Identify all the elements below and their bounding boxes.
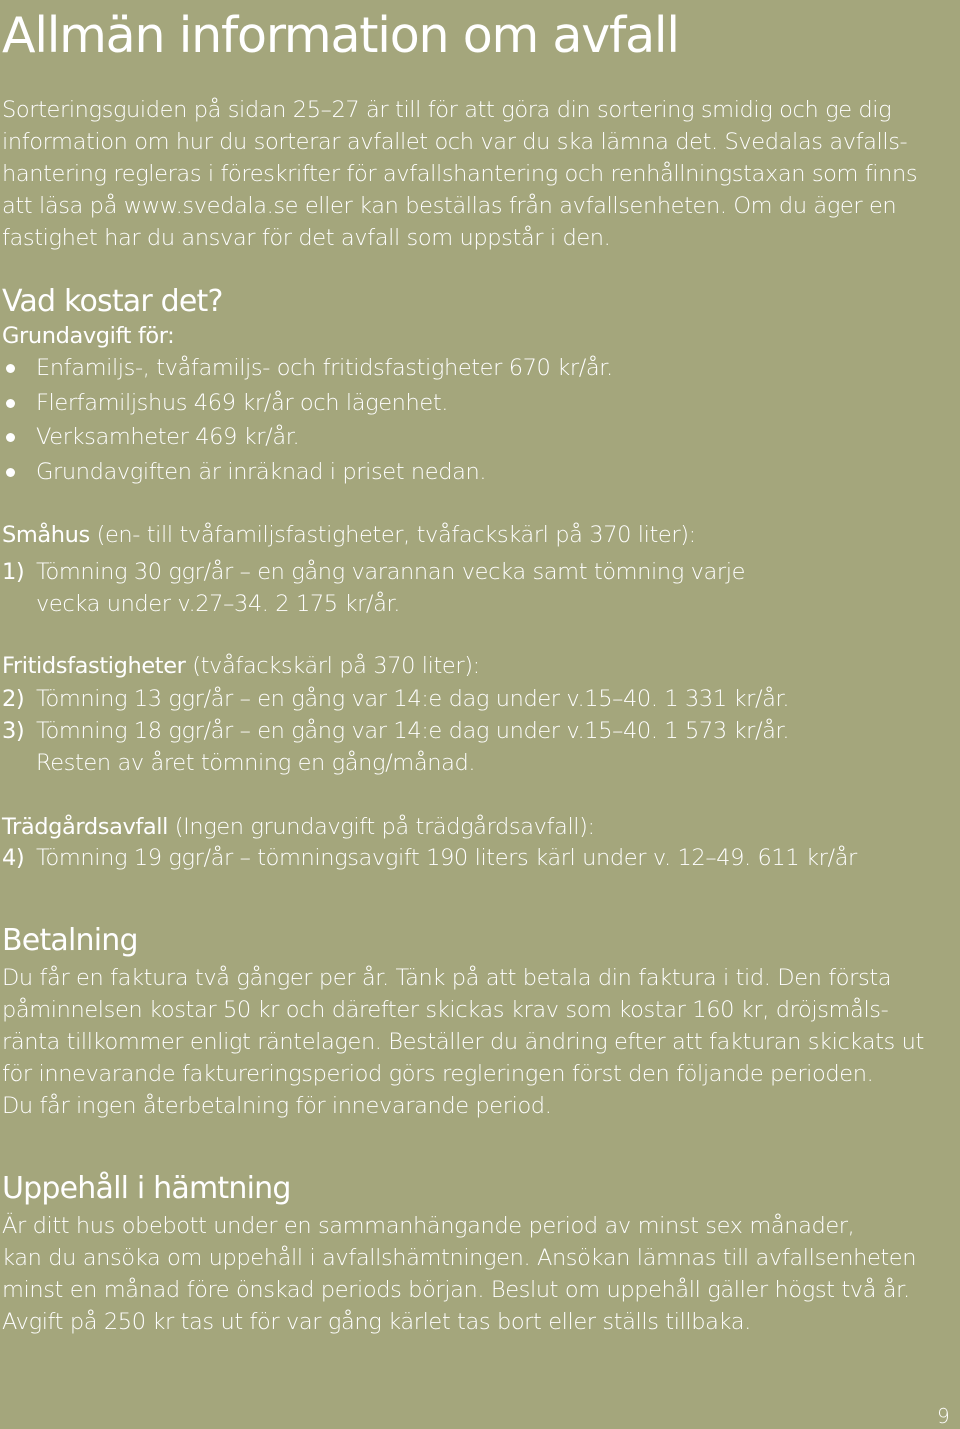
fee-list [2,351,613,489]
numbered-item-1 [2,556,745,620]
list-item-text: Flerfamiljshus 469 kr/år och lägenhet. [36,389,449,416]
item-line: Resten av året tömning en gång/månad. [36,750,476,776]
smahus-label: Småhus [2,522,90,548]
item-number: 4) [2,845,25,871]
betalning-heading: Betalning [2,923,138,958]
fritid-lead [2,650,480,682]
fritid-label: Fritidsfastigheter [2,653,186,679]
uppehall-line: Avgift på 250 kr tas ut för var gång kärlet tas bort eller ställs tillbaka. [2,1309,751,1335]
intro-line: information om hur du sorterar avfallet och var du ska lämna det. Svedalas avfalls- [2,129,908,155]
bullet-icon [6,468,15,477]
list-item [2,420,613,455]
uppehall-line: minst en månad före önskad periods början. Beslut om uppehåll gäller högst två år. [2,1277,910,1303]
betalning-line: Du får ingen återbetalning för innevarande period. [2,1093,552,1119]
item-line: Tömning 18 ggr/år – en gång var 14:e dag under v.15–40. 1 573 kr/år. [36,718,790,744]
fee-subheading: Grundavgift för: [2,323,175,349]
item-number: 1) [2,559,25,585]
intro-line: fastighet har du ansvar för det avfall som uppstår i den. [2,225,611,251]
betalning-line: påminnelsen kostar 50 kr och därefter skickas krav som kostar 160 kr, dröjsmåls- [2,997,889,1023]
list-item-text: Enfamiljs-, tvåfamiljs- och fritidsfastigheter 670 kr/år. [36,355,613,381]
fritid-description: (tvåfackskärl på 370 liter): [185,653,480,679]
bullet-icon [6,433,15,442]
list-item [2,386,613,421]
uppehall-paragraph [2,1210,916,1338]
intro-line: att läsa på www.svedala.se eller kan beställas från avfallsenheten. Om du äger en [2,193,897,219]
list-item [2,455,613,490]
intro-line: Sorteringsguiden på sidan 25–27 är till för att göra din sortering smidig och ge dig [2,97,892,123]
list-item-text: Verksamheter 469 kr/år. [36,424,300,450]
uppehall-line: kan du ansöka om uppehåll i avfallshämtningen. Ansökan lämnas till avfallsenheten [2,1245,917,1271]
betalning-line: för innevarande faktureringsperiod görs regleringen först den följande perioden. [2,1061,874,1087]
numbered-item-2 [2,683,789,715]
numbered-item-4 [2,842,857,874]
betalning-line: ränta tillkommer enligt räntelagen. Beställer du ändring efter att fakturan skickats ut [2,1029,924,1055]
list-item [2,351,613,386]
item-line: Tömning 30 ggr/år – en gång varannan vecka samt tömning varje [36,559,746,585]
intro-paragraph [2,94,917,254]
page-number: 9 [937,1404,950,1428]
tradgard-description: (Ingen grundavgift på trädgårdsavfall): [168,814,595,840]
betalning-paragraph [2,962,924,1122]
tradgard-lead [2,811,595,843]
item-number: 3) [2,718,25,744]
item-number: 2) [2,686,25,712]
item-line: vecka under v.27–34. 2 175 kr/år. [36,591,401,617]
betalning-line: Du får en faktura två gånger per år. Tänk på att betala din faktura i tid. Den första [2,965,892,991]
list-item-text: Grundavgiften är inräknad i priset nedan. [36,458,487,485]
item-line: Tömning 19 ggr/år – tömningsavgift 190 liters kärl under v. 12–49. 611 kr/år [36,845,857,871]
bullet-icon [6,364,15,373]
cost-heading: Vad kostar det? [2,284,223,319]
numbered-item-3 [2,715,789,779]
item-line: Tömning 13 ggr/år – en gång var 14:e dag under v.15–40. 1 331 kr/år. [36,686,790,712]
bullet-icon [6,399,15,408]
uppehall-line: Är ditt hus obebott under en sammanhängande period av minst sex månader, [2,1213,855,1239]
smahus-description: (en- till tvåfamiljsfastigheter, tvåfackskärl på 370 liter): [89,522,696,548]
intro-line: hantering regleras i föreskrifter för avfallshantering och renhållningstaxan som finns [2,161,918,187]
smahus-lead [2,519,696,551]
tradgard-label: Trädgårdsavfall [2,814,169,840]
page-title: Allmän information om avfall [2,7,679,64]
uppehall-heading: Uppehåll i hämtning [2,1171,291,1206]
